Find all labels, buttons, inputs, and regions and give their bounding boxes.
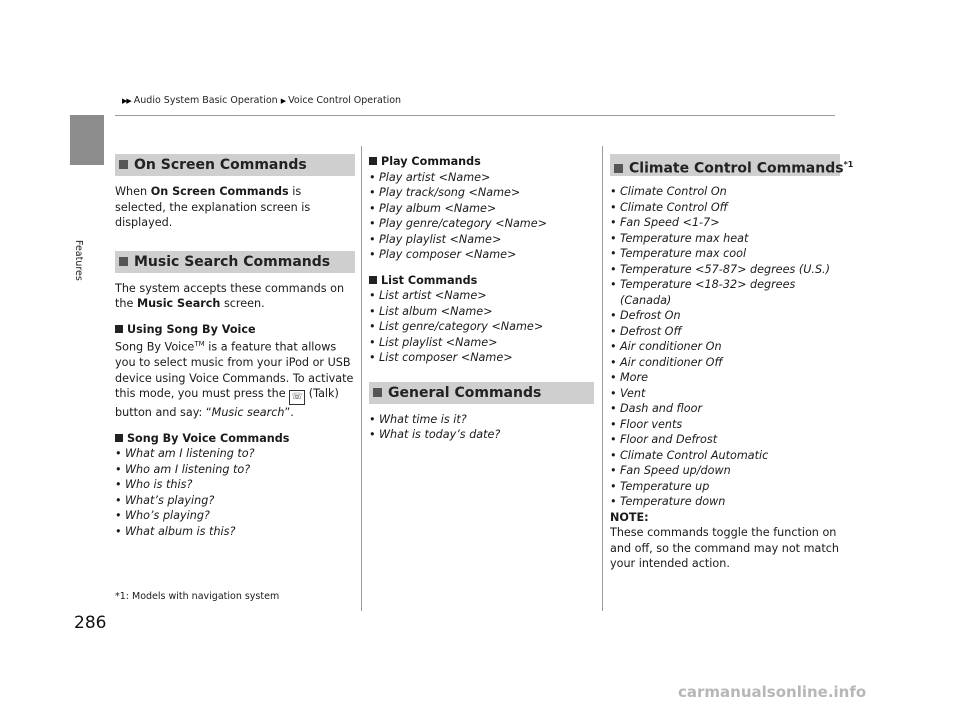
list-item: • More (610, 370, 840, 386)
section-header-climate: Climate Control Commands$^{*1}$ (610, 154, 840, 176)
list-item: • What’s playing? (115, 493, 355, 509)
list-item: • Defrost Off (610, 324, 840, 340)
breadcrumb-arrow-icon: ▶ (280, 97, 286, 105)
square-bullet-icon (115, 434, 123, 442)
section-header-on-screen: On Screen Commands (115, 154, 355, 176)
list-item: • Temperature <57-87> degrees (U.S.) (610, 262, 840, 278)
list-item: • Play track/song <Name> (369, 185, 594, 201)
list-item: • List composer <Name> (369, 350, 594, 366)
list-item: • Climate Control Automatic (610, 448, 840, 464)
list-item: • Temperature max cool (610, 246, 840, 262)
column-middle (369, 154, 594, 443)
list-item: • Play album <Name> (369, 201, 594, 217)
list-item: • Play composer <Name> (369, 247, 594, 263)
list-item: • What is today’s date? (369, 427, 594, 443)
list-item: • List genre/category <Name> (369, 319, 594, 335)
square-bullet-icon (614, 164, 623, 173)
square-bullet-icon (373, 388, 382, 397)
subheading-list-commands: List Commands (369, 273, 594, 289)
list-item: • Who’s playing? (115, 508, 355, 524)
header-rule (115, 115, 835, 116)
list-item: • Defrost On (610, 308, 840, 324)
list-item: • What am I listening to? (115, 446, 355, 462)
section-header-music-search: Music Search Commands (115, 251, 355, 273)
list-item: • Temperature max heat (610, 231, 840, 247)
watermark: carmanualsonline.info (678, 683, 867, 701)
list-item: • Play artist <Name> (369, 170, 594, 186)
list-command-list (369, 288, 594, 366)
list-item: • Climate Control On (610, 184, 840, 200)
list-item: • Fan Speed <1-7> (610, 215, 840, 231)
square-bullet-icon (369, 276, 377, 284)
column-right (610, 154, 854, 572)
list-item: • What time is it? (369, 412, 594, 428)
list-item: • Dash and floor (610, 401, 840, 417)
list-item: • List album <Name> (369, 304, 594, 320)
breadcrumb-item-2[interactable]: Voice Control Operation (288, 95, 402, 106)
talk-icon: ☏ (289, 390, 305, 405)
play-command-list (369, 170, 594, 263)
column-divider (361, 146, 362, 611)
column-divider (602, 146, 603, 611)
list-item: • Temperature <18-32> degrees (Canada) (610, 277, 840, 308)
list-item: • Temperature up (610, 479, 840, 495)
subheading-play-commands: Play Commands (369, 154, 594, 170)
side-label: Features (73, 240, 84, 281)
square-bullet-icon (119, 257, 128, 266)
subheading-song-by-voice: Using Song By Voice (115, 322, 355, 338)
breadcrumb (122, 95, 401, 106)
on-screen-paragraph: When On Screen Commands is selected, the explanation screen is displayed. (115, 185, 311, 229)
subheading-sbv-commands: Song By Voice Commands (115, 431, 355, 447)
square-bullet-icon (115, 325, 123, 333)
list-item: • Air conditioner On (610, 339, 840, 355)
square-bullet-icon (119, 160, 128, 169)
breadcrumb-arrow-icon: ▶▶ (122, 97, 131, 105)
list-item: • Vent (610, 386, 840, 402)
section-header-general: General Commands (369, 382, 594, 404)
list-item: • Temperature down (610, 494, 840, 510)
list-item: • Air conditioner Off (610, 355, 840, 371)
list-item: • Floor vents (610, 417, 840, 433)
list-item: • Fan Speed up/down (610, 463, 840, 479)
general-command-list (369, 412, 594, 443)
footnote: *1: Models with navigation system (115, 591, 280, 602)
breadcrumb-item-1[interactable]: Audio System Basic Operation (133, 95, 278, 106)
sbv-command-list (115, 446, 355, 539)
list-item: • Play playlist <Name> (369, 232, 594, 248)
list-item: • Who is this? (115, 477, 355, 493)
note-label: NOTE: (610, 510, 649, 524)
note-text: These commands toggle the function on and off, so the command may not match your intended action. (610, 526, 839, 570)
chapter-tab (70, 115, 104, 165)
song-by-voice-paragraph: Song By Voice™ is a feature that allows you to select music from your iPod or USB device using Voice Commands. To activate this mode, you must press the ☏ (Talk) button and say: “Music search”. (115, 340, 354, 420)
list-item: • Floor and Defrost (610, 432, 840, 448)
list-item: • List artist <Name> (369, 288, 594, 304)
page-number: 286 (74, 613, 107, 633)
climate-command-list (610, 184, 840, 510)
square-bullet-icon (369, 157, 377, 165)
list-item: • Climate Control Off (610, 200, 840, 216)
music-search-paragraph: The system accepts these commands on the Music Search screen. (115, 281, 345, 310)
list-item: • List playlist <Name> (369, 335, 594, 351)
column-left (115, 154, 355, 539)
list-item: • Who am I listening to? (115, 462, 355, 478)
list-item: • Play genre/category <Name> (369, 216, 594, 232)
list-item: • What album is this? (115, 524, 355, 540)
